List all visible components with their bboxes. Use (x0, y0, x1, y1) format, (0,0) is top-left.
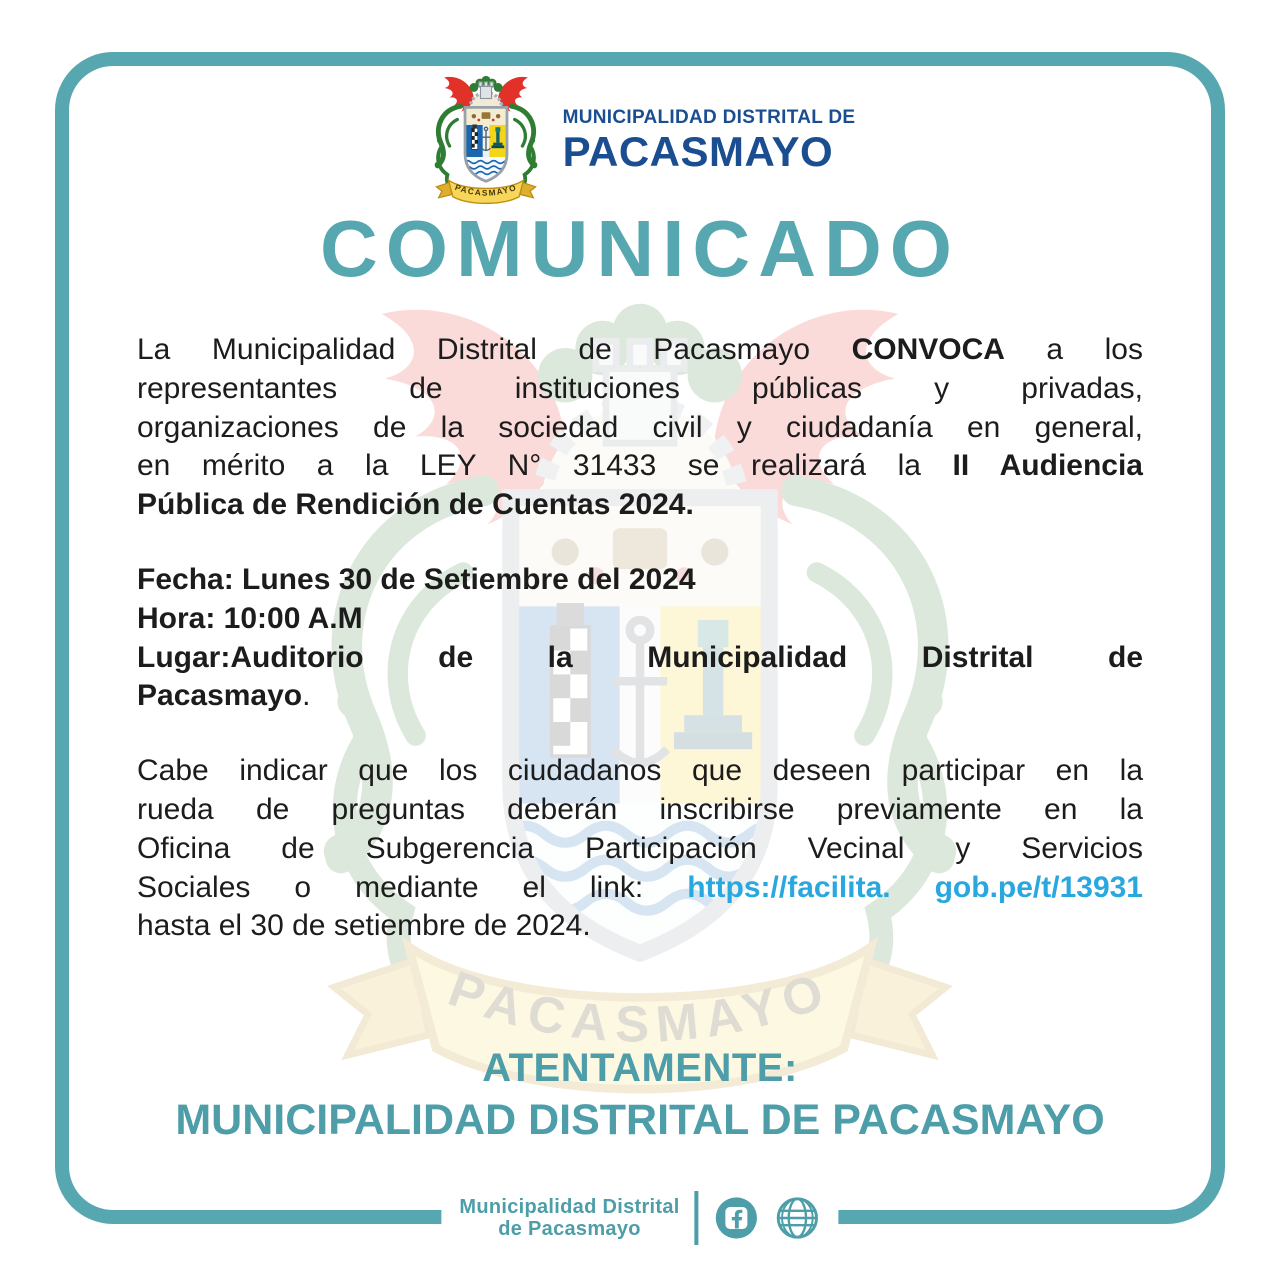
text-segment: CONVOCA (851, 333, 1005, 366)
text-line (137, 907, 1143, 946)
text-segment: hasta el 30 de setiembre de 2024. (137, 909, 591, 943)
text-segment: Fecha: Lunes 30 de Setiembre del 2024 (137, 562, 696, 596)
text-line (137, 370, 1143, 409)
text-segment: rueda de preguntas deberán inscribirse previamente en la (137, 792, 1143, 826)
text-segment: a los (1004, 333, 1143, 366)
signature-org: MUNICIPALIDAD DISTRITAL DE PACASMAYO (175, 1096, 1105, 1144)
footer-divider (695, 1191, 699, 1245)
text-line (137, 409, 1143, 448)
signature-atentamente: ATENTAMENTE: (482, 1046, 798, 1090)
text-line (137, 561, 1143, 600)
footer-org-text (459, 1196, 679, 1240)
text-segment: La Municipalidad Distrital de Pacasmayo (137, 333, 852, 366)
header (0, 72, 1280, 210)
text-line (137, 331, 1143, 370)
text-line (137, 830, 1143, 869)
text-line (137, 677, 1143, 716)
text-segment: Hora: 10:00 A.M (137, 601, 363, 635)
text-line (137, 486, 1143, 525)
facebook-icon[interactable] (714, 1195, 760, 1241)
registration-paragraph (137, 752, 1143, 946)
event-details (137, 561, 1143, 716)
text-segment: Pacasmayo (137, 679, 303, 713)
text-segment: Lugar:Auditorio de la Municipalidad Distrital de (137, 640, 1143, 674)
text-line (137, 447, 1143, 486)
registration-link[interactable]: https://facilita. gob.pe/t/13931 (687, 870, 1143, 904)
text-segment: Oficina de Subgerencia Participación Vecinal y Servicios (137, 831, 1143, 865)
intro-paragraph (137, 331, 1143, 525)
header-org-text (563, 107, 856, 175)
text-line (137, 791, 1143, 830)
text-segment: organizaciones de la sociedad civil y ciudadanía en general, (137, 410, 1143, 444)
text-segment: representantes de instituciones públicas y privadas, (137, 371, 1143, 405)
text-segment: Pública de Rendición de Cuentas 2024. (137, 488, 694, 522)
page-title: COMUNICADO (320, 204, 960, 293)
text-segment: II Audiencia (952, 449, 1143, 483)
municipality-crest-icon (425, 72, 547, 210)
header-org-big: PACASMAYO (562, 128, 834, 175)
text-segment: . (302, 679, 311, 713)
text-segment: en mérito a la LEY N° 31433 se realizará la (137, 449, 953, 483)
footer-org-line2: de Pacasmayo (498, 1218, 641, 1240)
text-line (137, 600, 1143, 639)
header-org-small: MUNICIPALIDAD DISTRITAL DE (562, 107, 856, 128)
footer (441, 1186, 838, 1250)
body-content (137, 331, 1143, 946)
text-segment: Sociales o mediante el link: (137, 870, 688, 904)
text-line (137, 639, 1143, 678)
globe-icon[interactable] (775, 1195, 821, 1241)
text-line (137, 752, 1143, 791)
footer-org-line1: Municipalidad Distrital (459, 1196, 680, 1218)
text-segment: Cabe indicar que los ciudadanos que deseen participar en la (137, 754, 1143, 788)
text-line (137, 869, 1143, 908)
